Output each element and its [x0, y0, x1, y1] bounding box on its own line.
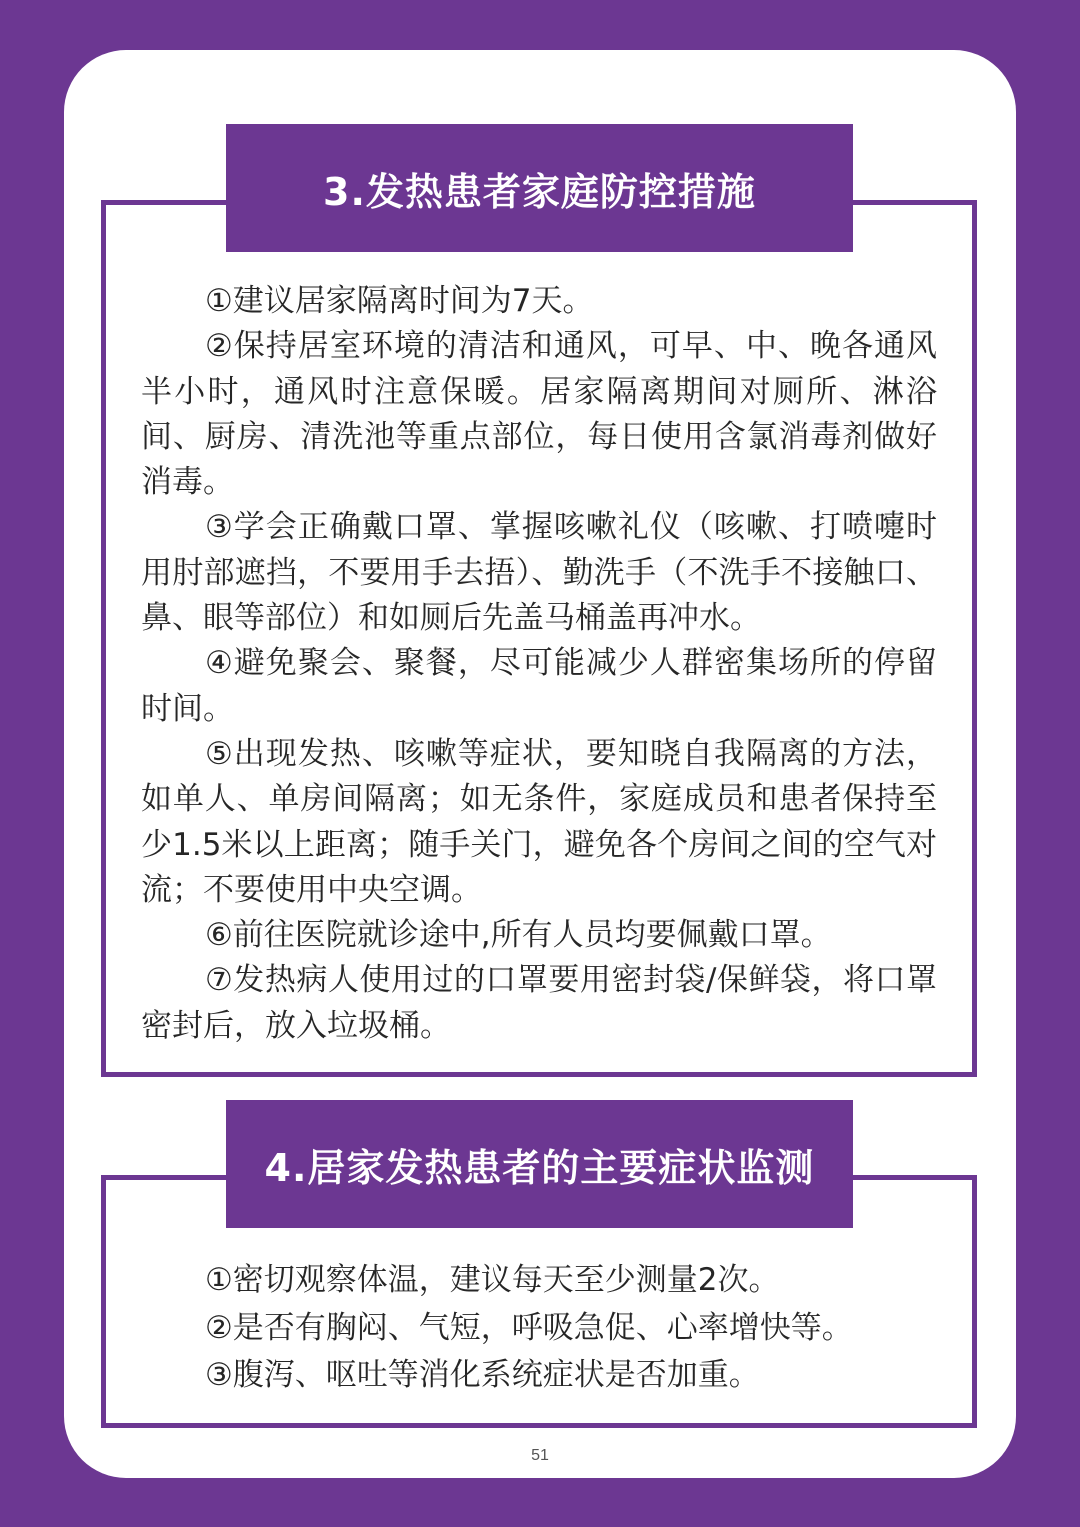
section-3-title: 3.发热患者家庭防控措施: [226, 124, 853, 252]
list-item: ④避免聚会、聚餐，尽可能减少人群密集场所的停留时间。: [141, 645, 937, 727]
section-4-list: [141, 1257, 937, 1400]
list-item: ②保持居室环境的清洁和通风，可早、中、晚各通风半小时，通风时注意保暖。居家隔离期间对厕所、淋浴间、厨房、清洗池等重点部位，每日使用含氯消毒剂做好消毒。: [141, 328, 937, 501]
list-item: ③学会正确戴口罩、掌握咳嗽礼仪（咳嗽、打喷嚏时用肘部遮挡，不要用手去捂）、勤洗手（不洗手不接触口、鼻、眼等部位）和如厕后先盖马桶盖再冲水。: [141, 509, 937, 637]
page-number: 51: [531, 1447, 549, 1464]
list-item: ①密切观察体温，建议每天至少测量2次。: [205, 1262, 780, 1298]
list-item: ②是否有胸闷、气短，呼吸急促、心率增快等。: [205, 1309, 853, 1346]
section-4-title: 4.居家发热患者的主要症状监测: [226, 1100, 853, 1228]
list-item: ⑤出现发热、咳嗽等症状，要知晓自我隔离的方法，如单人、单房间隔离；如无条件，家庭成员和患者保持至少1.5米以上距离；随手关门，避免各个房间之间的空气对流；不要使用中央空调。: [141, 735, 937, 908]
list-item: ⑥前往医院就诊途中,所有人员均要佩戴口罩。: [205, 917, 832, 954]
section-3-list: [141, 279, 937, 1049]
list-item: ①建议居家隔离时间为7天。: [205, 283, 594, 319]
list-item: ③腹泻、呕吐等消化系统症状是否加重。: [205, 1357, 760, 1393]
list-item: ⑦发热病人使用过的口罩要用密封袋/保鲜袋，将口罩密封后，放入垃圾桶。: [141, 962, 937, 1044]
